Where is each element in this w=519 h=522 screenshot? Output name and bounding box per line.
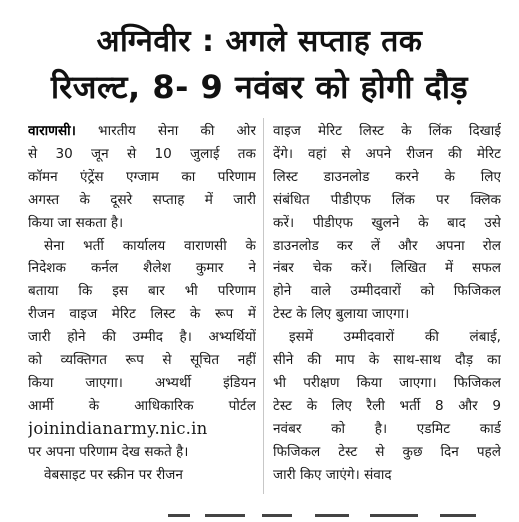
article-line: टेस्ट के लिए बुलाया जाएगा। (273, 306, 410, 323)
article-line: निदेशक कर्नल शैलेश कुमार ने (28, 260, 256, 277)
article-line: किया जा सकता है। (28, 214, 124, 231)
article-line: कॉमन एंट्रेंस एग्जाम का परिणाम (28, 168, 256, 185)
article-line: वाइज मेरिट लिस्ट के लिंक दिखाई (273, 123, 501, 139)
article-column-left (28, 120, 256, 487)
column-divider (263, 118, 264, 494)
article-line: रीजन वाइज मेरिट लिस्ट के रूप में (28, 306, 256, 323)
article-line: संबंधित पीडीएफ लिंक पर क्लिक (273, 191, 501, 208)
article-line: बताया कि इस बार भी परिणाम (28, 283, 256, 300)
article-line: को व्यक्तिगत रूप से सूचित नहीं (28, 352, 256, 369)
article-line: करें। पीडीएफ खुलने के बाद उसे (273, 214, 501, 231)
article-line: किया जाएगा। अभ्यर्थी इंडियन (28, 374, 256, 391)
article-line: नंबर चेक करें। लिखित में सफल (273, 260, 501, 277)
article-line: भी परीक्षण किया जाएगा। फिजिकल (273, 374, 501, 391)
article-line: वाराणसी। भारतीय सेना की ओर (28, 123, 256, 139)
article-line: सेना भर्ती कार्यालय वाराणसी के (44, 237, 256, 254)
headline-line-1: अग्निवीर : अगले सप्ताह तक (96, 24, 423, 59)
article-column-right (273, 120, 501, 487)
article-line: नवंबर को है। एडमिट कार्ड (273, 420, 501, 437)
article-line: देंगे। वहां से अपने रीजन की मेरिट (273, 145, 501, 162)
article-line: डाउनलोड कर लें और अपना रोल (273, 237, 501, 254)
article-line: से 30 जून से 10 जुलाई तक (28, 145, 256, 162)
article-line: सीने की माप के साथ-साथ दौड़ का (273, 352, 501, 369)
reporter-credit: संवाद (364, 466, 392, 483)
article-line: इसमें उम्मीदवारों की लंबाई, (289, 329, 501, 346)
article-line: आर्मी के आधिकारिक पोर्टल (28, 397, 256, 414)
article-line: फिजिकल टेस्ट से कुछ दिन पहले (273, 443, 501, 460)
article-line: होने वाले उम्मीदवारों को फिजिकल (273, 283, 501, 300)
article-line: जारी किए जाएंगे। संवाद (273, 466, 392, 483)
article-line: टेस्ट के लिए रैली भर्ती 8 और 9 (273, 397, 501, 414)
article-line: लिस्ट डाउनलोड करने के लिए (273, 168, 501, 185)
dateline: वाराणसी। (28, 123, 76, 139)
article-line: जारी होने की उम्मीद है। अभ्यर्थियों (28, 329, 256, 346)
headline-line-2: रिजल्ट, 8- 9 नवंबर को होगी दौड़ (50, 68, 469, 106)
article-line: वेबसाइट पर स्क्रीन पर रीजन (44, 466, 183, 483)
website-url: joinindianarmy.nic.in (28, 418, 208, 438)
cropped-next-headline (0, 508, 519, 522)
article-line: अगस्त के दूसरे सप्ताह में जारी (28, 191, 256, 208)
article-line: पर अपना परिणाम देख सकते है। (28, 443, 189, 460)
